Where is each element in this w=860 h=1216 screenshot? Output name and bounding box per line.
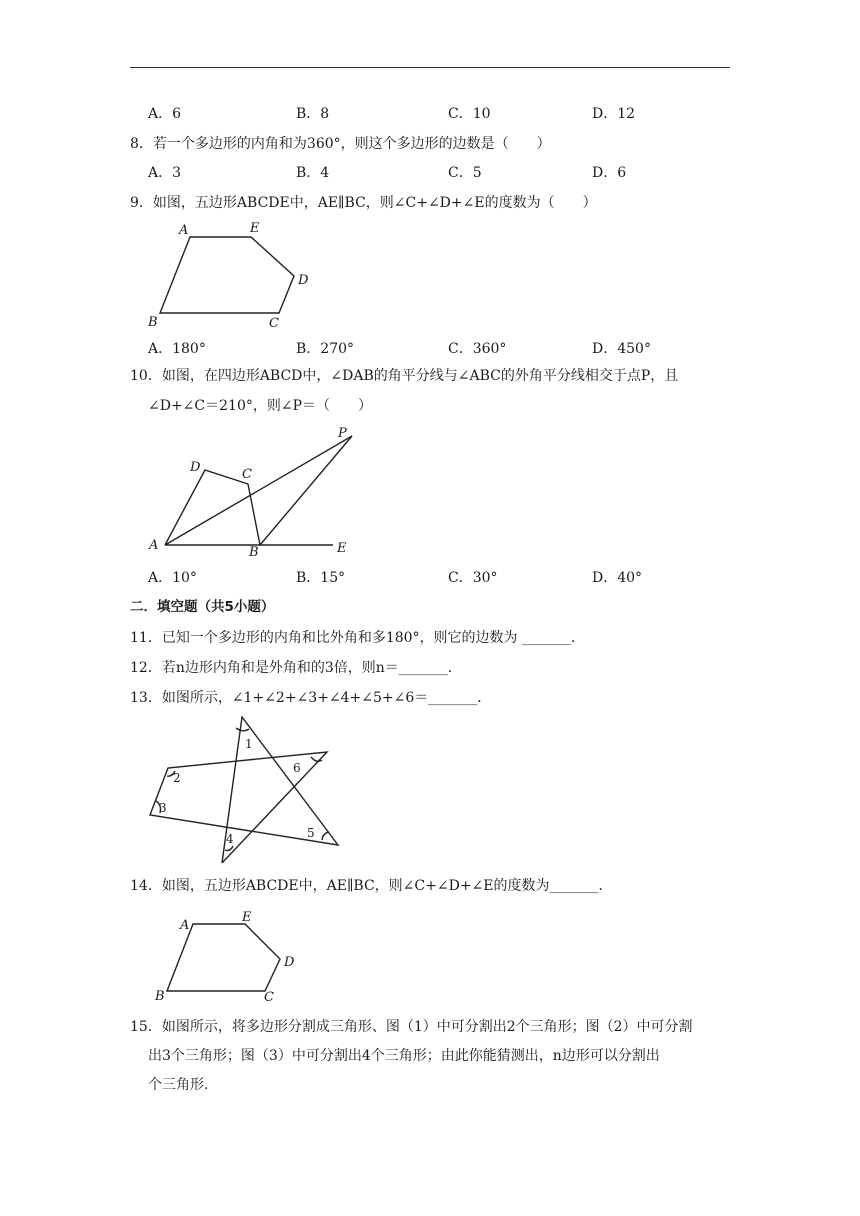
q13-stem: 13．如图所示，∠1+∠2+∠3+∠4+∠5+∠6＝_______． [130, 690, 492, 706]
q10-label-a: A [149, 538, 159, 553]
q14-stem: 14．如图，五边形ABCDE中，AE∥BC，则∠C+∠D+∠E的度数为_______． [130, 878, 613, 894]
q10-label-p: P [338, 426, 347, 441]
q15-stem-line2: 出3个三角形；图（3）中可分割出4个三角形；由此你能猜测出，n边形可以分割出 [148, 1048, 660, 1064]
q9-stem: 9．如图，五边形ABCDE中，AE∥BC，则∠C+∠D+∠E的度数为（ ） [130, 195, 597, 211]
q14-label-d: D [284, 955, 295, 970]
q10-label-b: B [249, 545, 259, 560]
q10-label-c: C [242, 467, 252, 482]
q14-label-a: A [180, 918, 190, 933]
q9-option-b: B．270° [296, 341, 355, 357]
q13-angle-label-2: 2 [173, 771, 181, 785]
q8-option-c: C．5 [448, 165, 482, 181]
q11-stem: 11．已知一个多边形的内角和比外角和多180°，则它的边数为 _______． [130, 630, 585, 646]
q15-stem-line3: 个三角形. [148, 1077, 209, 1093]
q9-label-e: E [250, 221, 260, 236]
q10-option-d: D．40° [592, 570, 643, 586]
section-fill-in-title: 二．填空题（共5小题） [130, 599, 275, 615]
q14-label-c: C [264, 990, 274, 1005]
q7-option-c: C．10 [448, 106, 491, 122]
q13-angle-label-6: 6 [293, 761, 301, 775]
q10-option-c: C．30° [448, 570, 498, 586]
q13-angle-label-3: 3 [159, 801, 167, 815]
q9-option-d: D．450° [592, 341, 651, 357]
q7-option-a: A．6 [148, 106, 182, 122]
q14-label-b: B [155, 989, 165, 1004]
q8-option-b: B．4 [296, 165, 330, 181]
q8-stem: 8．若一个多边形的内角和为360°，则这个多边形的边数是（ ） [130, 136, 551, 152]
q9-label-d: D [298, 273, 309, 288]
q10-label-d: D [190, 460, 201, 475]
q13-angle-label-1: 1 [245, 737, 253, 751]
q10-stem-line1: 10．如图，在四边形ABCD中，∠DAB的角平分线与∠ABC的外角平分线相交于点P，且 [130, 368, 679, 384]
q13-angle-label-5: 5 [307, 826, 315, 840]
q10-stem-line2: ∠D+∠C＝210°，则∠P＝（ ） [148, 398, 372, 414]
q10-option-b: B．15° [296, 570, 346, 586]
q9-label-b: B [148, 315, 158, 330]
q15-stem-line1: 15．如图所示，将多边形分割成三角形、图（1）中可分割出2个三角形；图（2）中可分割 [130, 1019, 693, 1035]
q10-option-a: A．10° [148, 570, 197, 586]
q10-label-e: E [337, 541, 347, 556]
q9-label-c: C [269, 316, 279, 331]
q14-label-e: E [242, 910, 252, 925]
q12-stem: 12．若n边形内角和是外角和的3倍，则n＝_______． [130, 660, 462, 676]
q7-option-d: D．12 [592, 106, 636, 122]
q7-option-b: B．8 [296, 106, 330, 122]
q8-option-a: A．3 [148, 165, 182, 181]
q9-option-a: A．180° [148, 341, 206, 357]
q9-label-a: A [179, 223, 189, 238]
q13-angle-label-4: 4 [226, 832, 234, 846]
q8-option-d: D．6 [592, 165, 627, 181]
q9-option-c: C．360° [448, 341, 507, 357]
